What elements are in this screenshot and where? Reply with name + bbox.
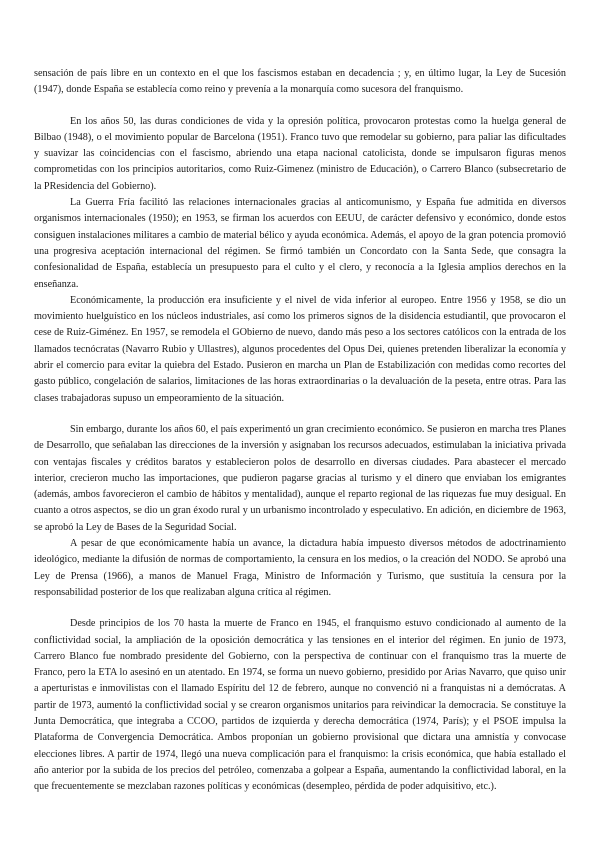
- paragraph-anos-60: Sin embargo, durante los años 60, el país experimentó un gran crecimiento económico. Se pusieron en marcha tres Planes de Desarrollo, que señalaban las direcciones de la inversión y asignaban los recursos adecuados, estimulaban la iniciativa privada con ventajas fiscales y créditos baratos y establecieron polos de desarrollo en diversas ciudades. Para abastecer el mercado interior, crecieron mucho las importaciones, que pudieron pagarse gracias al turismo y el dinero que enviaban los emigrantes (además, ambos favorecieron el cambio de hábitos y mentalidad), aunque el reparto regional de las riquezas fue muy desigual. En cuanto a otros aspectos, se dio un gran éxodo rural y un urbanismo incontrolado y especulativo. En adición, en diciembre de 1963, se aprobó la Ley de Bases de la Seguridad Social.: [34, 423, 566, 533]
- paragraph-adoctrinamiento: A pesar de que económicamente había un avance, la dictadura había impuesto diversos métodos de adoctrinamiento ideológico, mediante la difusión de normas de comportamiento, la censura en los medios, o la creación del NODO. Se aprobó una Ley de Prensa (1966), a manos de Manuel Fraga, Ministro de Información y Turismo, que sustituía la censura por la responsabilidad posterior de los que realizaban alguna crítica al régimen.: [34, 538, 566, 598]
- paragraph-guerra-fria: La Guerra Fría facilitó las relaciones internacionales gracias al anticomunismo, y España fue admitida en diversos organismos internacionales (1950); en 1953, se firman los acuerdos con EEUU, de carácter defensivo y económico, donde estos consiguen instalaciones militares a cambio de material bélico y ayuda económica. Además, el apoyo de la gran potencia promovió una progresiva aceptación internacional del régimen. Se firmó también un Concordato con la Santa Sede, que consagra la confesionalidad de España, establecía un presupuesto para el culto y el clero, y reconocía a la Iglesia amplios derechos en la enseñanza.: [34, 197, 566, 290]
- paragraph-economia-tecnocratas: Económicamente, la producción era insuficiente y el nivel de vida inferior al europeo. Entre 1956 y 1958, se dio un movimiento huelguístico en los núcleos industriales, así como los primeros signos de la disidencia estudiantil, que provocaron el cese de Ruiz-Giménez. En 1957, se remodela el GObierno de nuevo, dando más peso a los sectores católicos con la entrada de los llamados tecnócratas (Navarro Rubio y Ullastres), algunos procedentes del Opus Dei, quienes pretenden liberalizar la economía y abrir el comercio para evitar la quiebra del Estado. Pusieron en marcha un Plan de Estabilización con medidas como recortes del gasto público, congelación de salarios, limitaciones de las horas extraordinarias o la devaluación de la peseta, entre otras. Para las clases trabajadoras supuso un empeoramiento de la situación.: [34, 294, 566, 404]
- document-page: [34, 66, 566, 795]
- paragraph-anos-50: En los años 50, las duras condiciones de vida y la opresión política, provocaron protestas como la huelga general de Bilbao (1948), o el movimiento popular de Barcelona (1951). Franco tuvo que remodelar su gobierno, para paliar las dificultades y suavizar las coincidencias con el fascismo, abriendo una etapa nacional catolicista, donde se impulsaron figuras menos comprometidas con los principios autoritarios, como Ruiz-Gimenez (ministro de Educación), o Carrero Blanco (subsecretario de la PResidencia del Gobierno).: [34, 115, 566, 192]
- paragraph-anos-70: Desde principios de los 70 hasta la muerte de Franco en 1945, el franquismo estuvo condicionado al aumento de la conflictividad social, la ampliación de la oposición democrática y las tensiones en el interior del régimen. En junio de 1973, Carrero Blanco fue nombrado presidente del Gobierno, con la perspectiva de continuar con el franquismo tras la muerte de Franco, pero la ETA lo asesinó en un atentado. En 1974, se forma un nuevo gobierno, presidido por Arias Navarro, que quiso unir a aperturistas e inmovilistas con el llamado Espíritu del 12 de febrero, aunque no convenció ni a franquistas ni a demócratas. A partir de 1973, aumentó la conflictividad social y se crearon organismos unitarios para reivindicar la democracia. Se constituye la Junta Democrática, que integraba a CCOO, partidos de izquierda y derecha democrática (1974, París); y el PSOE impulsa la Plataforma de Convergencia Democrática. Ambos proponían un gobierno provisional que dictara una amnistía y convocase elecciones libres. A partir de 1974, llegó una nueva complicación para el franquismo: la crisis económica, que había estallado el año anterior por la subida de los precios del petróleo, comenzaba a golpear a España, aumentando la conflictividad laboral, en la que frecuentemente se mezclaban razones políticas y económicas (desempleo, pérdida de poder adquisitivo, etc.).: [34, 618, 566, 793]
- paragraph-ley-de-sucesion: sensación de país libre en un contexto en el que los fascismos estaban en decadencia ; y, en último lugar, la Ley de Sucesión (1947), donde España se establecía como reino y prevenía a la monarquía como sucesora del franquismo.: [34, 68, 566, 96]
